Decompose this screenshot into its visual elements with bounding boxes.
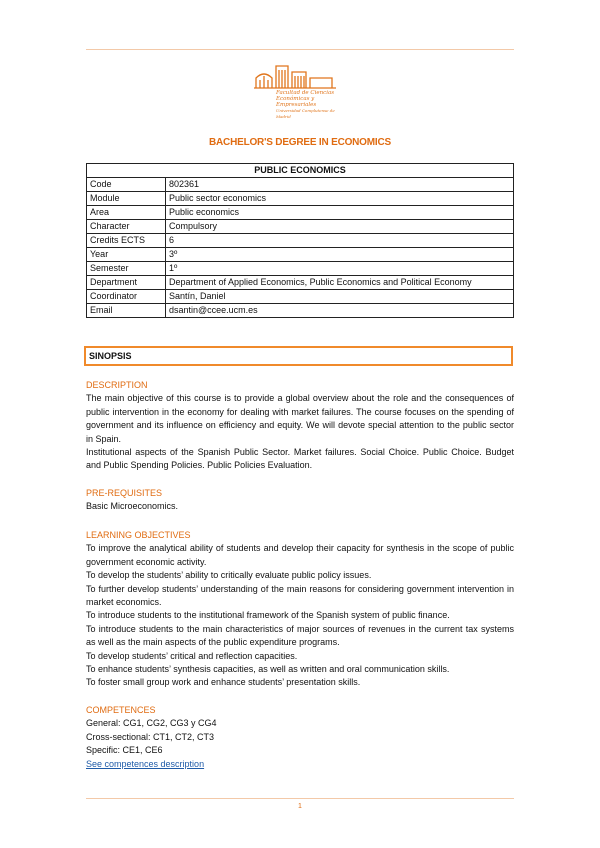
list-item: To develop students’ critical and reflection capacities. <box>86 650 298 661</box>
row-value: 1º <box>166 262 514 276</box>
table-row <box>87 304 514 318</box>
table-row <box>87 220 514 234</box>
row-value: Santín, Daniel <box>166 290 514 304</box>
row-value: Public sector economics <box>166 192 514 206</box>
competences-description-link[interactable]: See competences description <box>86 758 205 769</box>
row-value: dsantin@ccee.ucm.es <box>166 304 514 318</box>
table-row <box>87 276 514 290</box>
prerequisites-heading: PRE-REQUISITES <box>86 488 163 498</box>
row-label: Email <box>87 304 166 318</box>
table-row <box>87 234 514 248</box>
footer-rule <box>86 798 514 799</box>
row-label: Department <box>87 276 166 290</box>
course-info-table <box>86 163 514 318</box>
list-item: To foster small group work and enhance students’ presentation skills. <box>86 677 361 688</box>
row-value: 802361 <box>166 178 514 192</box>
list-item: To develop the students’ ability to critically evaluate public policy issues. <box>86 570 372 581</box>
description-heading: DESCRIPTION <box>86 380 148 390</box>
competences-specific: Specific: CE1, CE6 <box>86 745 163 756</box>
list-item: To introduce students to the institutional framework of the Spanish system of public finance. <box>86 610 450 621</box>
row-value: 3º <box>166 248 514 262</box>
table-heading: PUBLIC ECONOMICS <box>87 164 514 178</box>
table-row <box>87 178 514 192</box>
row-value: 6 <box>166 234 514 248</box>
competences-section <box>86 704 514 771</box>
list-item: To improve the analytical ability of students and develop their capacity for synthesis in the scope of public government economic activity. <box>86 543 514 567</box>
description-section <box>86 379 514 473</box>
row-value: Public economics <box>166 206 514 220</box>
learning-objectives-heading: LEARNING OBJECTIVES <box>86 530 191 540</box>
row-label: Character <box>87 220 166 234</box>
table-row <box>87 206 514 220</box>
row-label: Module <box>87 192 166 206</box>
row-label: Credits ECTS <box>87 234 166 248</box>
logo-line-2: Económicas y Empresariales <box>276 96 317 108</box>
row-label: Coordinator <box>87 290 166 304</box>
description-paragraph-1: The main objective of this course is to provide a global overview about the role and the consequences of public intervention in the economy for dealing with market failures. The course focuses on the spending of government and its influence on efficiency and equity. We will devote special attention to the public sector in Spain. <box>86 393 514 444</box>
list-item: To introduce students to the main characteristics of major sources of revenues in the current tax systems as well as the main aspects of the public expenditure programs. <box>86 623 514 648</box>
logo-line-1: Facultad de Ciencias <box>276 90 335 96</box>
header-rule <box>86 49 514 50</box>
table-row <box>87 248 514 262</box>
logo-caption <box>276 90 348 120</box>
table-row <box>87 262 514 276</box>
row-label: Area <box>87 206 166 220</box>
competences-cross-sectional: Cross-sectional: CT1, CT2, CT3 <box>86 731 215 742</box>
learning-objectives-section <box>86 529 514 690</box>
row-label: Year <box>87 248 166 262</box>
page-title: BACHELOR'S DEGREE IN ECONOMICS <box>209 137 391 148</box>
page-number: 1 <box>298 803 302 810</box>
competences-general: General: CG1, CG2, CG3 y CG4 <box>86 718 217 729</box>
list-item: To enhance students’ synthesis capacities, as well as written and oral communication skills. <box>86 664 450 675</box>
list-item: To further develop students’ understanding of the main reasons for considering government intervention in market economics. <box>86 583 514 608</box>
row-value: Department of Applied Economics, Public Economics and Political Economy <box>166 276 514 290</box>
competences-heading: COMPETENCES <box>86 705 156 715</box>
table-row <box>87 192 514 206</box>
description-paragraph-2: Institutional aspects of the Spanish Public Sector. Market failures. Social Choice. Public Choice. Budget and Public Spending Policies. Public Policies Evaluation. <box>86 447 514 471</box>
table-row <box>87 290 514 304</box>
row-value: Compulsory <box>166 220 514 234</box>
row-label: Semester <box>87 262 166 276</box>
logo-line-3: Universidad Complutense de Madrid <box>276 108 335 119</box>
prerequisites-text: Basic Microeconomics. <box>86 501 179 512</box>
row-label: Code <box>87 178 166 192</box>
sinopsis-heading: SINOPSIS <box>84 346 513 366</box>
prerequisites-section <box>86 487 514 514</box>
